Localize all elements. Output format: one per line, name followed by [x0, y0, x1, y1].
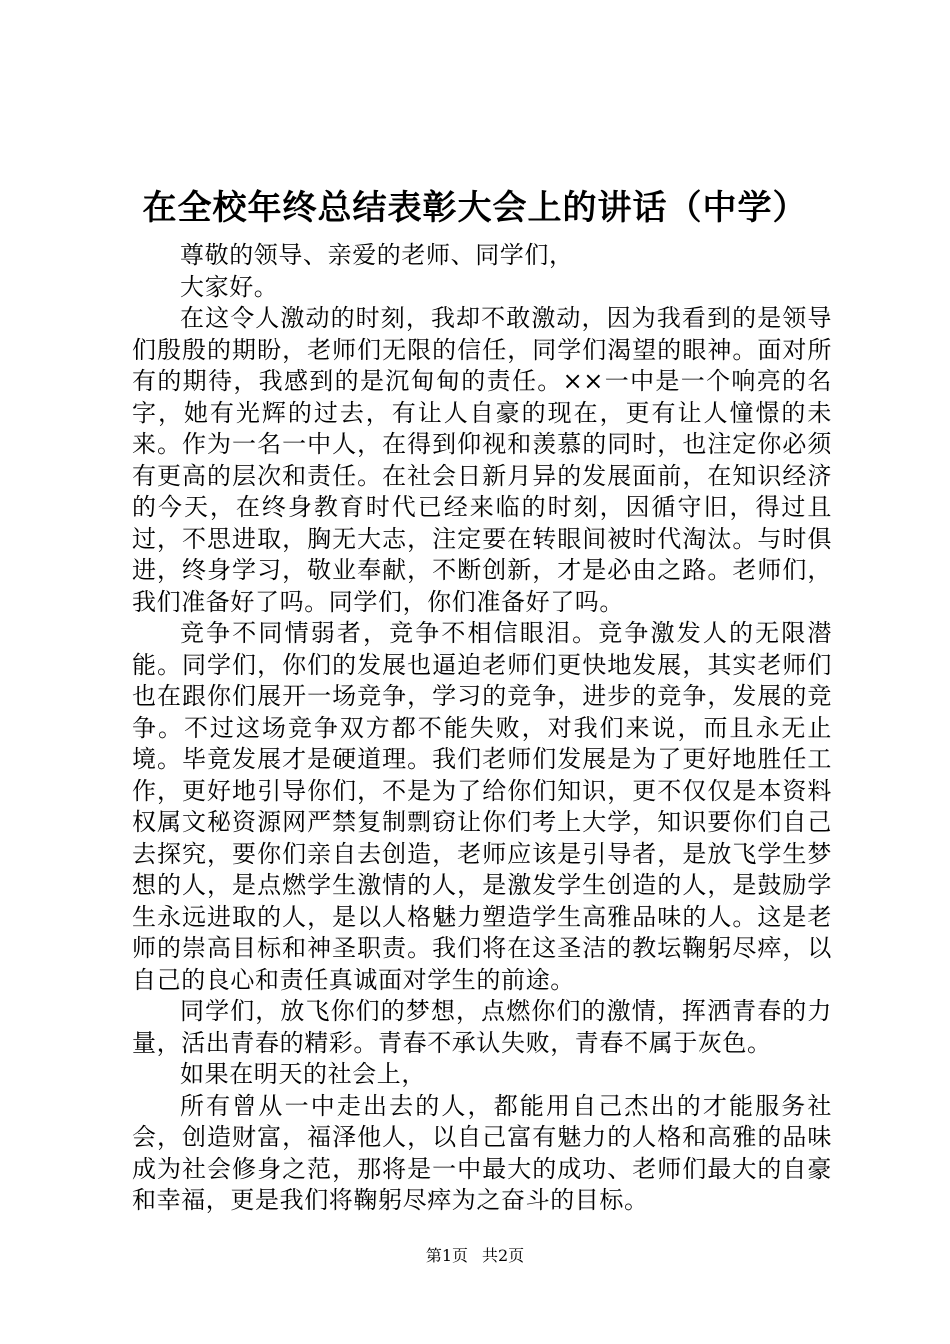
body-paragraph: 在这令人激动的时刻，我却不敢激动，因为我看到的是领导们殷殷的期盼，老师们无限的信任，同学们渴望的眼神。面对所有的期待，我感到的是沉甸甸的责任。××一中是一个响亮的名字，她有光辉的过去，有让人自豪的现在，更有让人憧憬的未来。作为一名一中人，在得到仰视和羡慕的同时，也注定你必须有更高的层次和责任。在社会日新月异的发展面前，在知识经济的今天，在终身教育时代已经来临的时刻，因循守旧，得过且过，不思进取，胸无大志，注定要在转眼间被时代淘汰。与时俱进，终身学习，敬业奉献，不断创新，才是必由之路。老师们，我们准备好了吗。同学们，你们准备好了吗。 [132, 304, 832, 616]
body-paragraph: 竞争不同情弱者，竞争不相信眼泪。竞争激发人的无限潜能。同学们，你们的发展也逼迫老师们更快地发展，其实老师们也在跟你们展开一场竞争，学习的竞争，进步的竞争，发展的竞争。不过这场竞争双方都不能失败，对我们来说，而且永无止境。毕竟发展才是硬道理。我们老师们发展是为了更好地胜任工作，更好地引导你们，不是为了给你们知识，更不仅仅是本资料权属文秘资源网严禁复制剽窃让你们考上大学，知识要你们自己去探究，要你们亲自去创造，老师应该是引导者，是放飞学生梦想的人，是点燃学生激情的人，是激发学生创造的人，是鼓励学生永远进取的人，是以人格魅力塑造学生高雅品味的人。这是老师的崇高目标和神圣职责。我们将在这圣洁的教坛鞠躬尽瘁，以自己的良心和责任真诚面对学生的前途。 [132, 619, 832, 994]
greeting-paragraph: 大家好。 [180, 272, 279, 301]
body-paragraph: 所有曾从一中走出去的人，都能用自己杰出的才能服务社会，创造财富，福泽他人，以自己富有魅力的人格和高雅的品味成为社会修身之范，那将是一中最大的成功、老师们最大的自豪和幸福，更是我们将鞠躬尽瘁为之奋斗的目标。 [132, 1091, 832, 1214]
document-body [132, 240, 832, 1217]
salutation-paragraph: 尊敬的领导、亲爱的老师、同学们， [180, 241, 574, 269]
body-paragraph: 同学们，放飞你们的梦想，点燃你们的激情，挥洒青春的力量，活出青春的精彩。青春不承认失败，青春不属于灰色。 [132, 997, 832, 1057]
page-title: 在全校年终总结表彰大会上的讲话（中学） [142, 188, 808, 228]
page-footer [0, 1244, 950, 1268]
body-paragraph: 如果在明天的社会上， [180, 1060, 426, 1088]
page-number: 第1页 [425, 1246, 468, 1265]
page-total: 共2页 [482, 1246, 525, 1265]
